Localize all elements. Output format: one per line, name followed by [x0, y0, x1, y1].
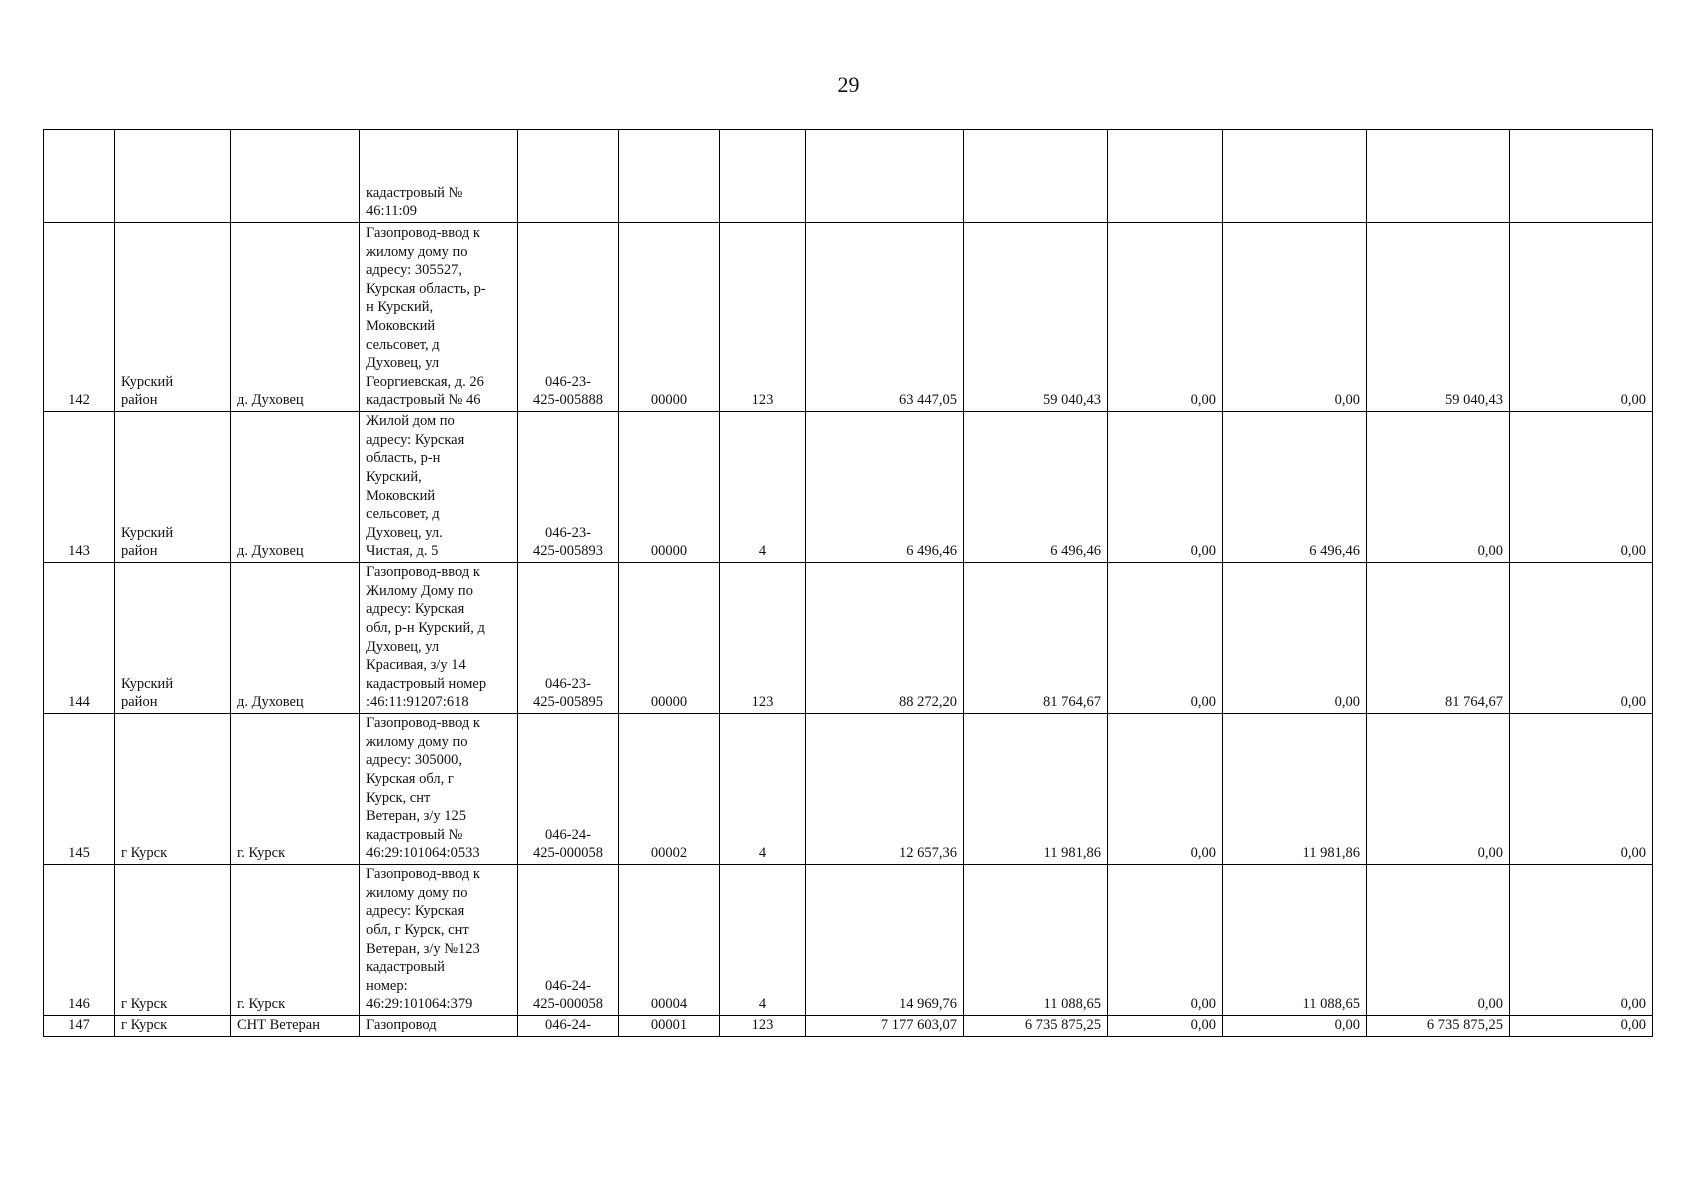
registry-table: [43, 129, 1653, 1037]
cell-description: Газопровод-ввод к жилому дому по адресу: Курская обл, г Курск, снт Ветеран, з/у №123 кадастровый номер: 46:29:101064:379: [360, 865, 518, 1016]
cell-number: 146: [44, 865, 115, 1016]
cell-value-3: 0,00: [1108, 412, 1223, 563]
cell-value-4: 0,00: [1223, 1016, 1367, 1037]
cell-value-1: 12 657,36: [806, 714, 964, 865]
cell-value-2: 6 735 875,25: [964, 1016, 1108, 1037]
cell-number: 145: [44, 714, 115, 865]
cell-value-6: 0,00: [1510, 714, 1653, 865]
cell-kind: 123: [720, 1016, 806, 1037]
cell-district: Курский район: [115, 412, 231, 563]
cell-kind: 123: [720, 563, 806, 714]
cell-value-6: 0,00: [1510, 1016, 1653, 1037]
cell-locality: г. Курск: [231, 714, 360, 865]
cell-value-1: [806, 130, 964, 223]
table-row: [44, 714, 1653, 865]
cell-value-3: 0,00: [1108, 714, 1223, 865]
cell-value-4: 6 496,46: [1223, 412, 1367, 563]
cell-value-6: 0,00: [1510, 223, 1653, 412]
table-row: [44, 130, 1653, 223]
cell-locality: д. Духовец: [231, 563, 360, 714]
cell-district: [115, 130, 231, 223]
cell-value-3: 0,00: [1108, 865, 1223, 1016]
cell-value-2: 81 764,67: [964, 563, 1108, 714]
cell-value-5: 0,00: [1367, 412, 1510, 563]
cell-value-2: 11 981,86: [964, 714, 1108, 865]
cell-value-1: 6 496,46: [806, 412, 964, 563]
cell-number: 142: [44, 223, 115, 412]
cell-description: Газопровод-ввод к жилому дому по адресу: 305527, Курская область, р- н Курский, Моковский сельсовет, д Духовец, ул Георгиевская, д. 26 кадастровый № 46: [360, 223, 518, 412]
registry-table-body: [44, 130, 1653, 1037]
cell-district: г Курск: [115, 714, 231, 865]
cell-cadastral: 046-23- 425-005895: [518, 563, 619, 714]
cell-value-4: 0,00: [1223, 563, 1367, 714]
cell-cadastral: 046-23- 425-005893: [518, 412, 619, 563]
cell-value-3: 0,00: [1108, 223, 1223, 412]
cell-code: 00000: [619, 412, 720, 563]
cell-value-5: 0,00: [1367, 714, 1510, 865]
cell-cadastral: 046-23- 425-005888: [518, 223, 619, 412]
page-number: 29: [837, 72, 860, 97]
cell-district: г Курск: [115, 1016, 231, 1037]
table-row: [44, 563, 1653, 714]
cell-value-6: 0,00: [1510, 563, 1653, 714]
cell-description: Газопровод-ввод к жилому дому по адресу: 305000, Курская обл, г Курск, снт Ветеран, з/у 125 кадастровый № 46:29:101064:0533: [360, 714, 518, 865]
cell-description: кадастровый № 46:11:09: [360, 130, 518, 223]
cell-kind: [720, 130, 806, 223]
cell-value-5: 81 764,67: [1367, 563, 1510, 714]
cell-number: [44, 130, 115, 223]
cell-cadastral: 046-24- 425-000058: [518, 714, 619, 865]
cell-value-1: 14 969,76: [806, 865, 964, 1016]
cell-code: 00001: [619, 1016, 720, 1037]
cell-kind: 4: [720, 865, 806, 1016]
cell-value-4: 11 088,65: [1223, 865, 1367, 1016]
cell-description: Газопровод: [360, 1016, 518, 1037]
cell-kind: 123: [720, 223, 806, 412]
cell-value-3: 0,00: [1108, 563, 1223, 714]
cell-locality: д. Духовец: [231, 412, 360, 563]
table-row: [44, 865, 1653, 1016]
cell-kind: 4: [720, 714, 806, 865]
cell-cadastral: 046-24-: [518, 1016, 619, 1037]
cell-number: 147: [44, 1016, 115, 1037]
cell-value-4: [1223, 130, 1367, 223]
cell-value-3: 0,00: [1108, 1016, 1223, 1037]
cell-cadastral: 046-24- 425-000058: [518, 865, 619, 1016]
cell-value-1: 63 447,05: [806, 223, 964, 412]
table-row: [44, 412, 1653, 563]
cell-district: Курский район: [115, 563, 231, 714]
cell-district: Курский район: [115, 223, 231, 412]
cell-number: 143: [44, 412, 115, 563]
cell-code: [619, 130, 720, 223]
cell-value-4: 0,00: [1223, 223, 1367, 412]
cell-description: Газопровод-ввод к Жилому Дому по адресу: Курская обл, р-н Курский, д Духовец, ул Красивая, з/у 14 кадастровый номер :46:11:91207:618: [360, 563, 518, 714]
cell-value-6: [1510, 130, 1653, 223]
cell-value-6: 0,00: [1510, 412, 1653, 563]
cell-description: Жилой дом по адресу: Курская область, р-н Курский, Моковский сельсовет, д Духовец, ул. Чистая, д. 5: [360, 412, 518, 563]
cell-value-2: [964, 130, 1108, 223]
cell-value-4: 11 981,86: [1223, 714, 1367, 865]
cell-value-5: 6 735 875,25: [1367, 1016, 1510, 1037]
cell-value-2: 11 088,65: [964, 865, 1108, 1016]
cell-value-5: [1367, 130, 1510, 223]
cell-code: 00000: [619, 563, 720, 714]
cell-cadastral: [518, 130, 619, 223]
cell-value-5: 0,00: [1367, 865, 1510, 1016]
table-row: [44, 1016, 1653, 1037]
cell-value-2: 6 496,46: [964, 412, 1108, 563]
cell-kind: 4: [720, 412, 806, 563]
cell-locality: д. Духовец: [231, 223, 360, 412]
cell-value-2: 59 040,43: [964, 223, 1108, 412]
cell-district: г Курск: [115, 865, 231, 1016]
cell-value-6: 0,00: [1510, 865, 1653, 1016]
cell-locality: СНТ Ветеран: [231, 1016, 360, 1037]
table-row: [44, 223, 1653, 412]
cell-code: 00000: [619, 223, 720, 412]
cell-value-1: 88 272,20: [806, 563, 964, 714]
cell-code: 00004: [619, 865, 720, 1016]
cell-value-1: 7 177 603,07: [806, 1016, 964, 1037]
cell-number: 144: [44, 563, 115, 714]
cell-value-3: [1108, 130, 1223, 223]
cell-locality: г. Курск: [231, 865, 360, 1016]
cell-locality: [231, 130, 360, 223]
cell-code: 00002: [619, 714, 720, 865]
cell-value-5: 59 040,43: [1367, 223, 1510, 412]
